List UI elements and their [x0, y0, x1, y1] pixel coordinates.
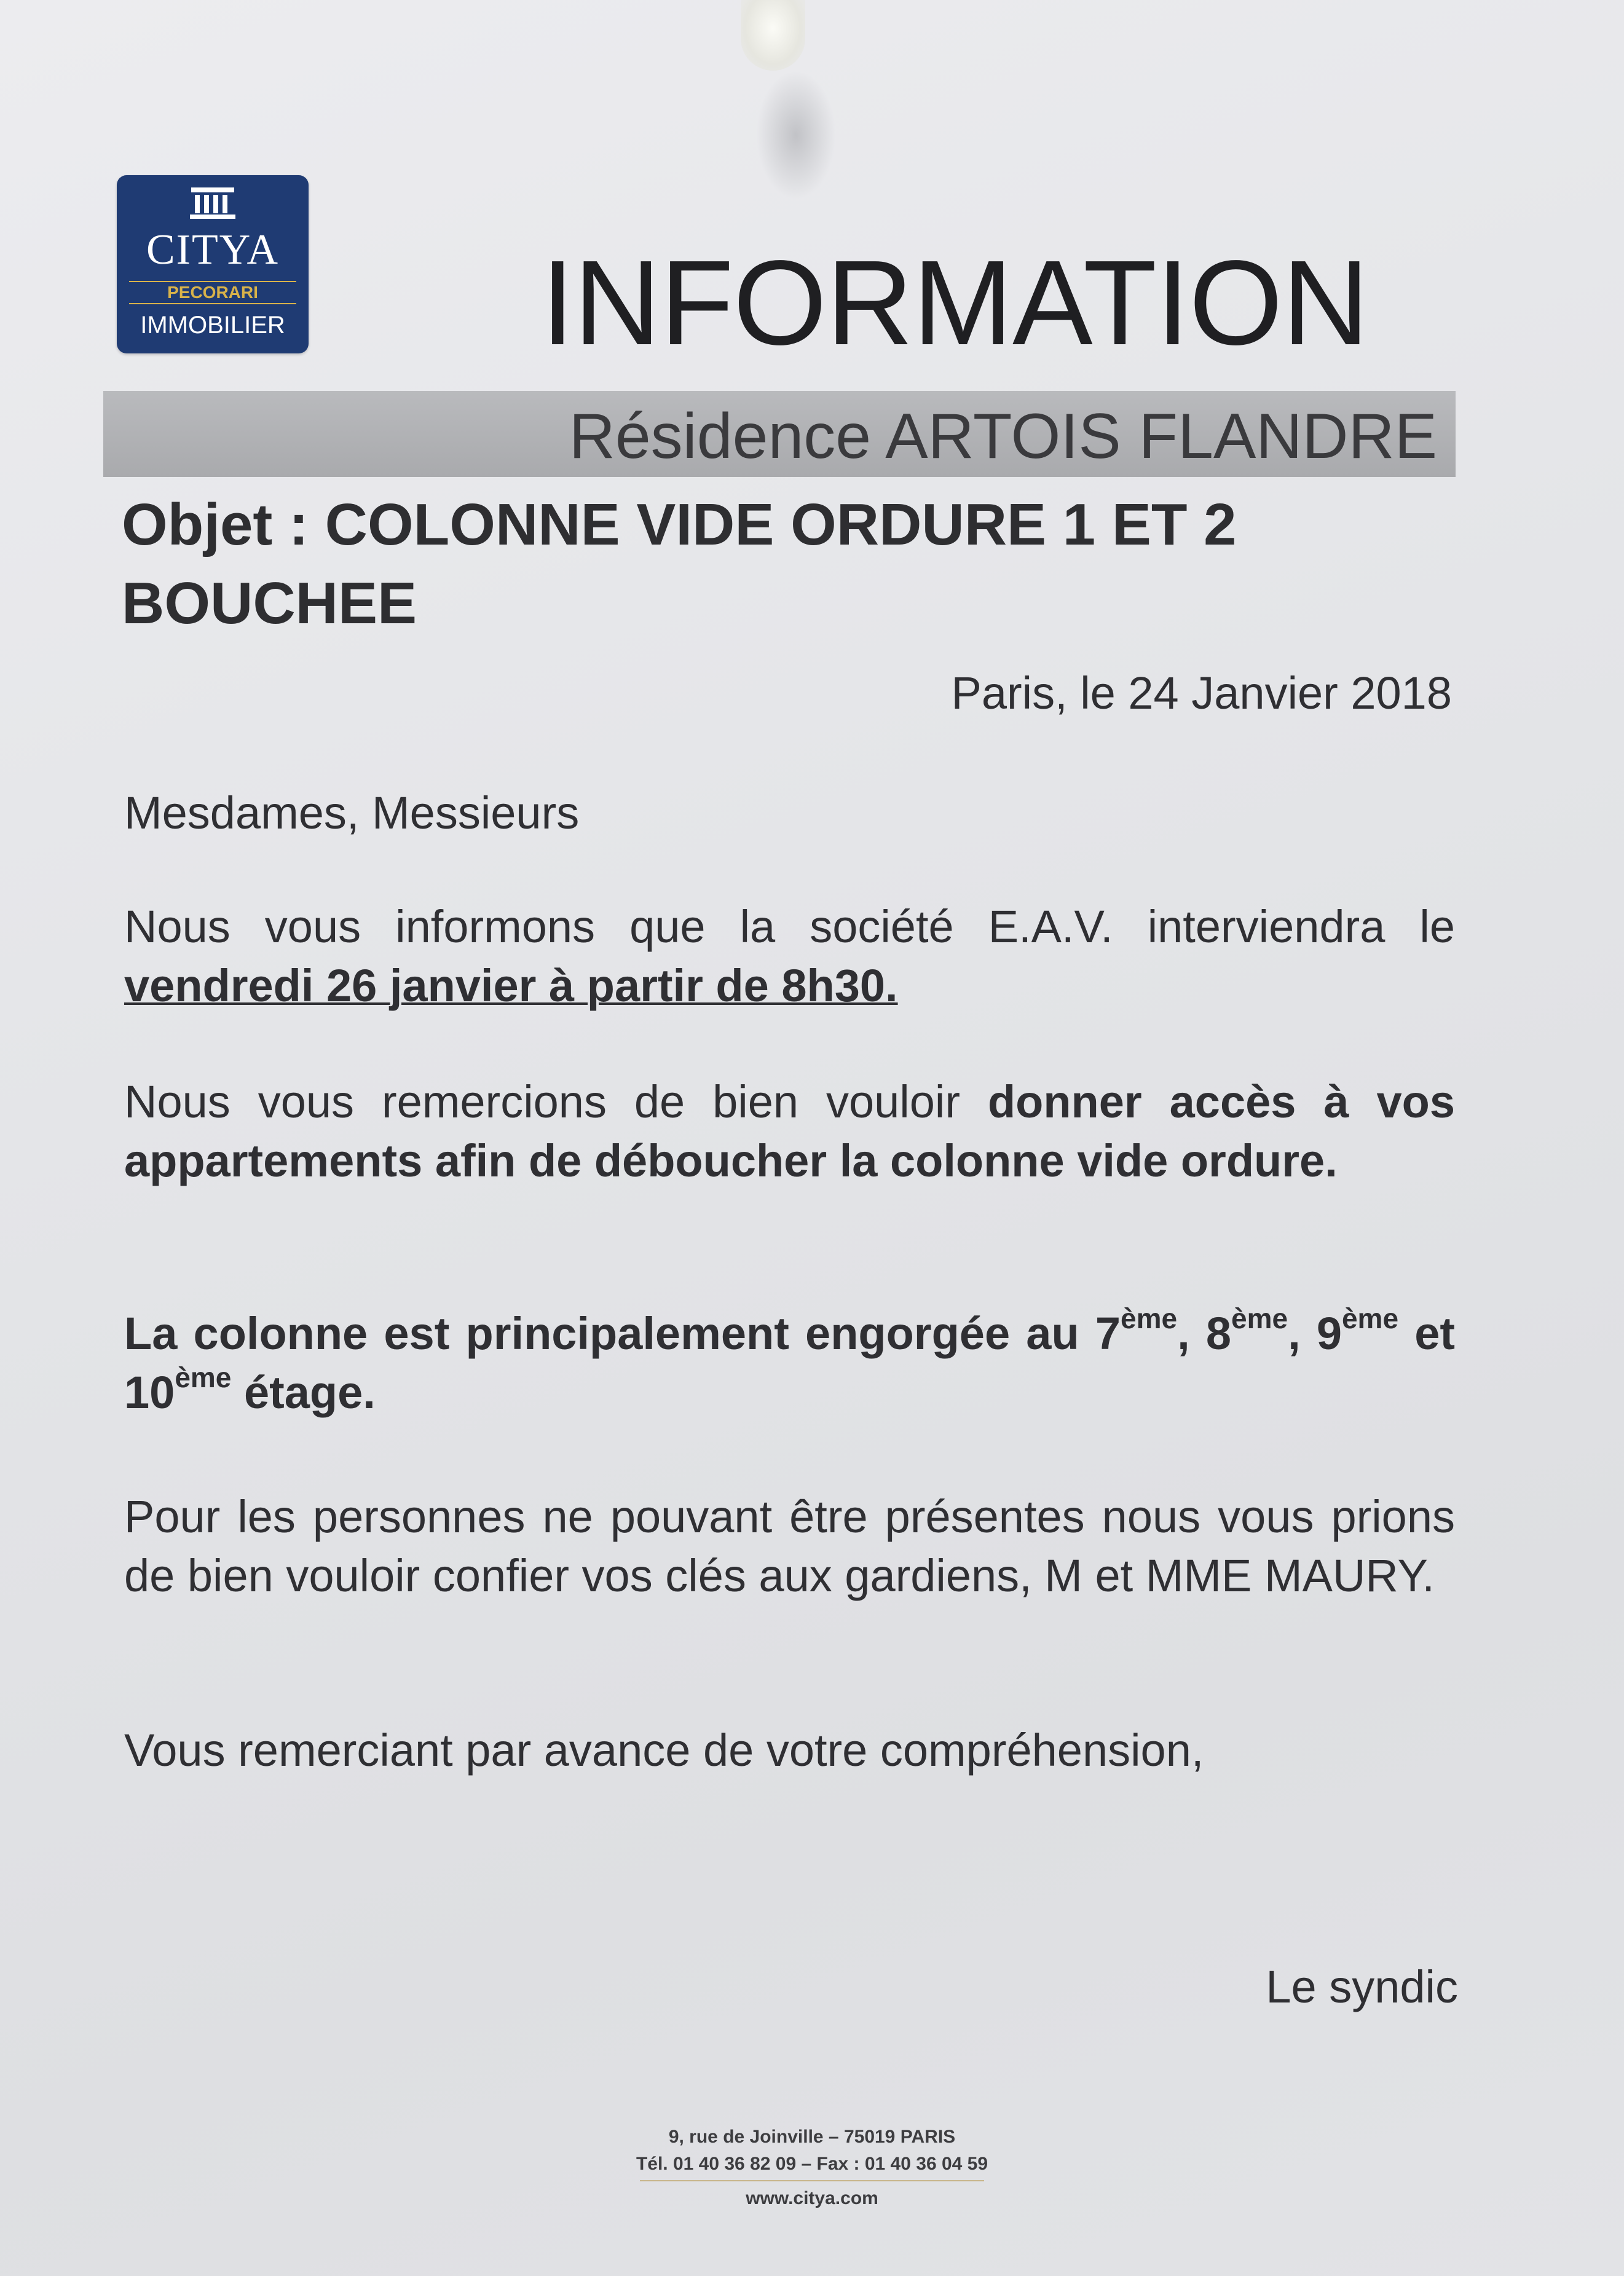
paragraph-closing: Vous remerciant par avance de votre compréhension,	[124, 1725, 1204, 1776]
greeting: Mesdames, Messieurs	[124, 787, 580, 838]
floor-sep: ,	[1288, 1308, 1317, 1359]
floor-sup: ème	[1121, 1302, 1178, 1334]
floor-sup: ème	[1341, 1302, 1399, 1334]
footer-website: www.citya.com	[746, 2188, 878, 2208]
floors-end: étage.	[231, 1367, 376, 1418]
floor-sup: ème	[175, 1361, 232, 1393]
paragraph-floors	[124, 1304, 1455, 1422]
floor-7: 7	[1095, 1308, 1121, 1359]
floors-intro: La colonne est principalement engorgée au	[124, 1308, 1095, 1359]
logo-brand: CITYA	[146, 226, 280, 274]
floor-10: 10	[124, 1367, 175, 1418]
access-emphasis: donner accès à vos appartements afin de déboucher la colonne vide ordure.	[124, 1076, 1455, 1186]
floor-9: 9	[1316, 1308, 1342, 1359]
date-line: Paris, le 24 Janvier 2018	[951, 667, 1452, 719]
residence-band	[103, 391, 1456, 477]
intervention-text: Nous vous informons que la société E.A.V. interviendra le	[124, 901, 1455, 952]
floor-sep: ,	[1177, 1308, 1206, 1359]
floor-sup: ème	[1231, 1302, 1288, 1334]
paragraph-access	[124, 1073, 1455, 1191]
citya-logo	[117, 175, 309, 353]
footer-phone: Tél. 01 40 36 82 09 – Fax : 01 40 36 04 59	[636, 2154, 988, 2174]
access-text: Nous vous remercions de bien vouloir	[124, 1076, 988, 1127]
footer-address: 9, rue de Joinville – 75019 PARIS	[668, 2127, 956, 2147]
page-title: INFORMATION	[541, 235, 1369, 370]
logo-immobilier: IMMOBILIER	[140, 312, 285, 339]
footer	[0, 2124, 1624, 2212]
push-pin	[741, 0, 805, 71]
residence-name: Résidence ARTOIS FLANDRE	[569, 401, 1437, 472]
object-line: Objet : COLONNE VIDE ORDURE 1 ET 2 BOUCHEE	[122, 492, 1237, 636]
intervention-date: vendredi 26 janvier à partir de 8h30.	[124, 960, 898, 1011]
logo-sub: PECORARI	[129, 281, 296, 304]
paragraph-keys: Pour les personnes ne pouvant être présentes nous vous prions de bien vouloir confier vos clés aux gardiens, M et MME MAURY.	[124, 1491, 1455, 1601]
column-emblem-icon	[117, 186, 309, 221]
signature: Le syndic	[1266, 1961, 1458, 2012]
paragraph-intervention	[124, 897, 1455, 1015]
floor-8: 8	[1205, 1308, 1231, 1359]
floor-sep: et	[1398, 1308, 1456, 1359]
pin-shadow	[756, 71, 836, 200]
footer-divider	[640, 2180, 984, 2181]
